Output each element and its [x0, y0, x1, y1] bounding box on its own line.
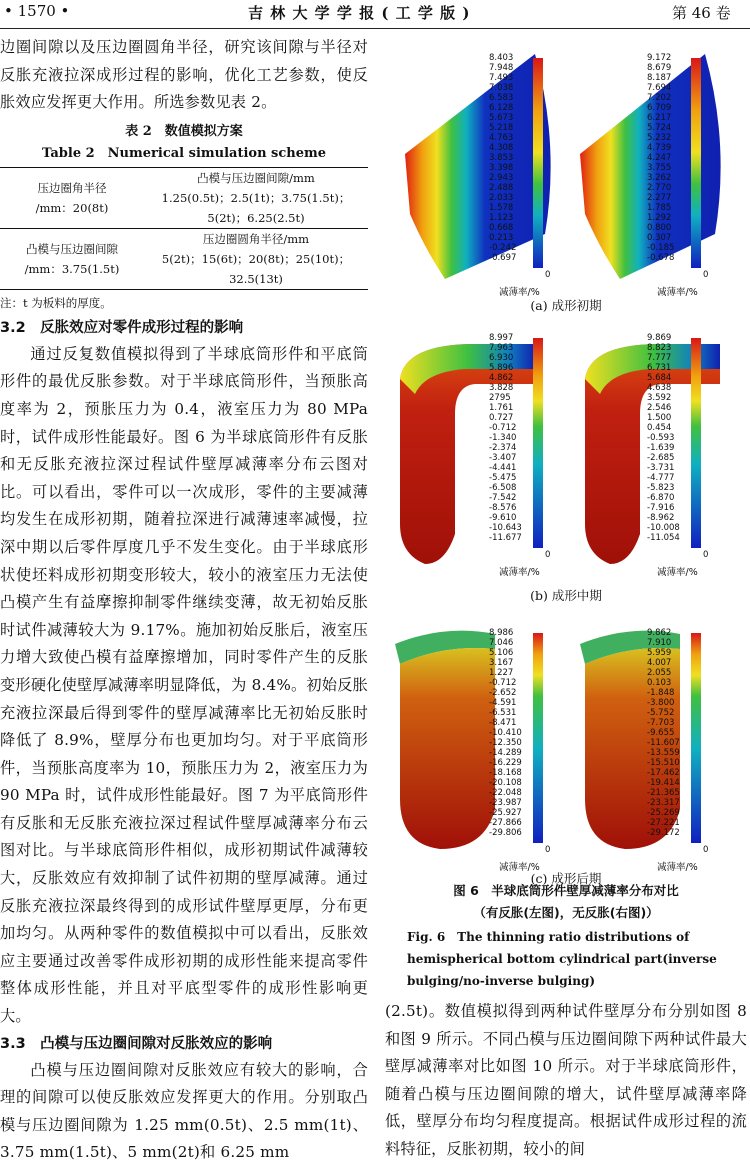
- scale-tick-label: -25.927: [489, 808, 522, 818]
- scale-tick-label: -0.185: [647, 243, 675, 253]
- scale-tick-label: 7.777: [647, 353, 672, 363]
- figure-panel-b: 8.997 7.963 6.930 5.896 4.862 3.828 2795 1.761 0.727 -0.712 -1.340 -2.374 -3.407 -4.441 -5.475 -6.508 -7.542 -8.576 -9.610 -10.643 -11.677 0 减薄率/% 9.869 8.823 7.777 6.731 5.684 4.638 3.592 2.546 1.500 0.454 -0.593 -1.639 -2.685 -3.731 -4.777 -5.823 -6.870 -7.916 -8.962 -10.008 -11.054 0 减薄率/% (b) 成形中期: [385, 324, 747, 609]
- scale-tick-label: 5.673: [489, 113, 514, 123]
- scale-tick-label: -13.559: [647, 748, 680, 758]
- left-column: [0, 34, 368, 1167]
- subcaption-c: (c) 成形后期: [530, 871, 602, 886]
- color-bar: [691, 58, 701, 268]
- scale-tick-label: 7.948: [489, 63, 514, 73]
- figure-panel-a: 8.403 7.948 7.493 7.038 6.583 6.128 5.673 5.218 4.763 4.308 3.853 3.398 2.943 2.488 2.033 1.578 1.123 0.668 0.213 -0.242 -0.697 0 减薄率/% 9.172 8.679 8.187 7.694 7.202 6.709 6.217 5.724 5.232 4.739 4.247 3.755 3.262 2.770 2.277 1.785 1.292 0.800 0.307 -0.185 -0.678 0 减薄率/% (a) 成形初期: [385, 34, 747, 319]
- scale-tick-label: 6.217: [647, 113, 672, 123]
- scale-tick-label: 0.454: [647, 423, 672, 433]
- header-rule: [0, 28, 750, 29]
- scale-tick-label: -1.639: [647, 443, 675, 453]
- paragraph-right: (2.5t)。数值模拟得到两种试件壁厚分布分别如图 8 和图 9 所示。不同凸模与压边圈间隙下两种试件最大壁厚减薄率对比如图 10 所示。对于半球底筒形件，随着凸模与压边圈间隙的增大，试件壁厚减薄率降低，壁厚分布均匀程度提高。根据试件成形过程的流料特征，反胀初期，较小的间: [385, 1002, 747, 1158]
- scale-tick-label: 1.500: [647, 413, 672, 423]
- figure-caption-en: Fig. 6 The thinning ratio distributions of hemispherical bottom cylindrical part(inverse bulging/no-inverse bulging): [407, 930, 717, 988]
- scale-tick-label: -18.168: [489, 768, 522, 778]
- scale-tick-label: 5.232: [647, 133, 672, 143]
- scale-tick-label: -2.374: [489, 443, 517, 453]
- scale-tick-label: 0.800: [647, 223, 672, 233]
- color-bar: [691, 633, 701, 843]
- scale-tick-label: -23.317: [647, 798, 680, 808]
- scale-tick-label: 2.546: [647, 403, 672, 413]
- section-heading-3-3: 3.3 凸模与压边圈间隙对反胀效应的影响: [0, 1035, 273, 1052]
- scale-tick-label: -17.462: [647, 768, 680, 778]
- scale-tick-label: 4.308: [489, 143, 514, 153]
- scale-tick-label: 0.213: [489, 233, 514, 243]
- scale-tick-label: 5.896: [489, 363, 514, 373]
- table-note: 注：t 为板料的厚度。: [0, 295, 112, 310]
- scale-tick-label: -23.987: [489, 798, 522, 808]
- scale-tick-label: 3.592: [647, 393, 672, 403]
- scale-tick-label: -14.289: [489, 748, 522, 758]
- part-body-left: [400, 648, 495, 849]
- scale-tick-label: 2.770: [647, 183, 672, 193]
- scale-tick-label: 8.823: [647, 343, 672, 353]
- section-heading-3-2: 3.2 反胀效应对零件成形过程的影响: [0, 319, 244, 336]
- scale-tick-label: 6.128: [489, 103, 514, 113]
- table-cell-values: 压边圈圆角半径/mm 5(2t)；15(6t)；20(8t)；25(10t)； 32.5(13t): [161, 231, 351, 286]
- paragraph-3-2: 通过反复数值模拟得到了半球底筒形件和平底筒形件的最优反胀参数。对于半球底筒形件，当预胀高度率为 2，预胀压力为 0.4，液室压力为 80 MPa 时，试件成形性能最好。图 6 为半球底筒形件有反胀和无反胀充液拉深过程试件壁厚减薄率分布云图对比。可以看出，零件可以一次成形，零件的主要减薄均发生在成形初期，随着拉深进行减薄速率减慢，拉深中期以后零件厚度几乎不发生变化。由于半球底形状使坯料成形初期变形较大，较小的液室压力无法使凸模产生有益摩擦抑制零件继续变薄，故无初始反胀时试件减薄较大为 9.17%。施加初始反胀后，液室压力增大致使凸模有益摩擦增加，同时零件产生的反胀变形硬化使壁厚减薄率明显降低，为 8.4%。初始反胀充液拉深最后得到零件的壁厚减薄率比无初始反胀时降低了 8.9%，壁厚分布也更加均匀。对于平底筒形件，当预胀高度率为 10，预胀压力为 2，液室压力为 90 MPa 时，试件成形性能最好。图 7 为平底筒形件有反胀和无反胀充液拉深过程试件壁厚减薄率分布云图对比。与半球底筒形件相似，成形初期试件减薄较大，反胀效应有效抑制了试件初期的壁厚减薄。通过反胀充液拉深最终得到的成形试件壁厚更厚，分布更加均匀。从两种零件的数值模拟中可以看出，反胀效应主要通过改善零件成形初期的成形性能来提高零件整体成形性能，并且对平底型零件的成形性影响更大。: [0, 344, 368, 1026]
- color-bar: [533, 633, 543, 843]
- scale-tick-label: 6.709: [647, 103, 672, 113]
- scale-tick-label: -0.678: [647, 253, 675, 263]
- scale-tick-label: -0.242: [489, 243, 517, 253]
- scale-tick-label: 0.307: [647, 233, 672, 243]
- scale-tick-label: -29.806: [489, 828, 522, 838]
- scale-tick-label: 7.202: [647, 93, 672, 103]
- scale-tick-label: 4.739: [647, 143, 672, 153]
- scale-tick-label: 2.488: [489, 183, 514, 193]
- table-caption-en: Table 2 Numerical simulation scheme: [41, 145, 327, 161]
- scale-tick-label: 4.247: [647, 153, 672, 163]
- figure-caption-zh-sub: （有反胀(左图)，无反胀(右图)）: [473, 905, 659, 920]
- scale-tick-label: -8.962: [647, 513, 675, 523]
- scale-tick-label: 7.910: [647, 638, 672, 648]
- scale-tick-label: -6.508: [489, 483, 517, 493]
- table-cell-values: 凸模与压边圈间隙/mm 1.25(0.5t)；2.5(1t)；3.75(1.5t)； 5(2t)；6.25(2.5t): [161, 170, 351, 225]
- scale-tick-label: -12.350: [489, 738, 522, 748]
- running-header: [0, 0, 750, 32]
- scale-tick-label: -3.407: [489, 453, 517, 463]
- scale-tick-label: 0.727: [489, 413, 514, 423]
- scale-tick-label: -27.221: [647, 818, 680, 828]
- scale-tick-label: 4.007: [647, 658, 672, 668]
- color-bar: [533, 338, 543, 548]
- scale-tick-label: 4.862: [489, 373, 514, 383]
- scale-tick-label: -7.542: [489, 493, 517, 503]
- scale-tick-label: -10.410: [489, 728, 522, 738]
- scale-tick-label: 3.828: [489, 383, 514, 393]
- scale-tick-label: 0.668: [489, 223, 514, 233]
- scale-tick-label: -20.108: [489, 778, 522, 788]
- scale-tick-label: -4.591: [489, 698, 517, 708]
- scale-tick-label: -11.677: [489, 533, 522, 543]
- scale-tick-label: -5.823: [647, 483, 675, 493]
- scale-tick-label: 8.187: [647, 73, 672, 83]
- scale-tick-label: 8.986: [489, 628, 514, 638]
- scale-tick-label: 5.684: [647, 373, 672, 383]
- scale-tick-label: -7.916: [647, 503, 675, 513]
- scale-tick-label: -3.731: [647, 463, 675, 473]
- scale-tick-label: 5.218: [489, 123, 514, 133]
- scale-tick-label: -15.510: [647, 758, 680, 768]
- scale-tick-label: 9.172: [647, 53, 672, 63]
- page-number: • 1570 •: [4, 2, 70, 20]
- scale-tick-label: 2.277: [647, 193, 672, 203]
- scale-tick-label: 2.943: [489, 173, 514, 183]
- scale-tick-label: 1.292: [647, 213, 672, 223]
- table-row: [0, 167, 368, 228]
- scale-tick-label: -11.607: [647, 738, 680, 748]
- scale-tick-label: -16.229: [489, 758, 522, 768]
- scale-tick-label: 8.679: [647, 63, 672, 73]
- scale-tick-label: -19.414: [647, 778, 680, 788]
- scale-tick-label: 3.398: [489, 163, 514, 173]
- part-shape-left: [405, 54, 551, 279]
- scale-tick-label: 8.997: [489, 333, 514, 343]
- figure-caption-zh: 图 6 半球底筒形件壁厚减薄率分布对比: [453, 883, 679, 898]
- scale-tick-label: 9.869: [647, 333, 672, 343]
- scale-tick-label: 2.055: [647, 668, 672, 678]
- scale-tick-label: -10.643: [489, 523, 522, 533]
- simulation-table: [0, 167, 368, 290]
- scale-tick-label: -7.703: [647, 718, 675, 728]
- color-bar: [533, 58, 543, 268]
- scale-tick-label: -3.800: [647, 698, 675, 708]
- scale-tick-label: 9.862: [647, 628, 672, 638]
- scale-tick-label: 6.930: [489, 353, 514, 363]
- scale-tick-label: 5.724: [647, 123, 672, 133]
- scale-tick-label: -0.697: [489, 253, 517, 263]
- scale-tick-label: 3.853: [489, 153, 514, 163]
- scale-tick-label: 5.106: [489, 648, 514, 658]
- paragraph-intro: 边圈间隙以及压边圈圆角半径，研究该间隙与半径对反胀充液拉深成形过程的影响，优化工艺参数，使反胀效应发挥更大作用。所选参数见表 2。: [0, 38, 368, 112]
- scale-tick-label: 7.963: [489, 343, 514, 353]
- scale-tick-label: 8.403: [489, 53, 514, 63]
- scale-tick-label: 4.638: [647, 383, 672, 393]
- scale-tick-label: -10.008: [647, 523, 680, 533]
- scale-tick-label: -5.752: [647, 708, 675, 718]
- scale-tick-label: 1.123: [489, 213, 514, 223]
- scale-tick-label: 7.046: [489, 638, 514, 648]
- scale-tick-label: -25.269: [647, 808, 680, 818]
- scale-tick-label: -22.048: [489, 788, 522, 798]
- scale-tick-label: -11.054: [647, 533, 680, 543]
- scale-tick-label: 3.167: [489, 658, 514, 668]
- scale-tick-label: -9.610: [489, 513, 517, 523]
- scale-tick-label: -6.531: [489, 708, 517, 718]
- scale-tick-label: -21.365: [647, 788, 680, 798]
- subcaption-b: (b) 成形中期: [530, 588, 602, 603]
- scale-tick-label: -8.471: [489, 718, 517, 728]
- scale-tick-label: -1.340: [489, 433, 517, 443]
- color-bar: [691, 338, 701, 548]
- scale-tick-label: -29.172: [647, 828, 680, 838]
- scale-tick-label: -4.777: [647, 473, 675, 483]
- scale-tick-label: -0.593: [647, 433, 675, 443]
- scale-tick-label: 6.731: [647, 363, 672, 373]
- scale-tick-label: 6.583: [489, 93, 514, 103]
- figure-panel-c: 8.986 7.046 5.106 3.167 1.227 -0.712 -2.652 -4.591 -6.531 -8.471 -10.410 -12.350 -14.289 -16.229 -18.168 -20.108 -22.048 -23.987 -25.927 -27.866 -29.806 0 减薄率/% 9.862 7.910 5.959 4.007 2.055 0.103 -1.848 -3.800 -5.752 -7.703 -9.655 -11.607 -13.559 -15.510 -17.462 -19.414 -21.365 -23.317 -25.269 -27.221 -29.172 0 减薄率/% (c) 成形后期: [385, 619, 747, 884]
- table-cell-label: 凸模与压边圈间隙 /mm：3.75(1.5t): [24, 241, 120, 276]
- scale-tick-label: -0.712: [489, 678, 517, 688]
- scale-tick-label: 2795: [489, 393, 511, 403]
- scale-tick-label: -27.866: [489, 818, 522, 828]
- scale-tick-label: 5.959: [647, 648, 672, 658]
- scale-tick-label: -1.848: [647, 688, 675, 698]
- table-cell-label: 压边圈角半径 /mm：20(8t): [35, 180, 109, 215]
- scale-tick-label: 7.493: [489, 73, 514, 83]
- scale-tick-label: 7.694: [647, 83, 672, 93]
- scale-tick-label: 3.755: [647, 163, 672, 173]
- journal-title: 吉 林 大 学 学 报 ( 工 学 版 ): [248, 4, 471, 22]
- scale-tick-label: 0.103: [647, 678, 672, 688]
- table-caption-zh: 表 2 数值模拟方案: [125, 123, 243, 139]
- scale-tick-label: -9.655: [647, 728, 675, 738]
- scale-tick-label: -4.441: [489, 463, 517, 473]
- scale-tick-label: -5.475: [489, 473, 517, 483]
- scale-tick-label: 4.763: [489, 133, 514, 143]
- scale-tick-label: 1.578: [489, 203, 514, 213]
- scale-tick-label: -6.870: [647, 493, 675, 503]
- scale-tick-label: -2.685: [647, 453, 675, 463]
- subcaption-a: (a) 成形初期: [530, 298, 602, 313]
- scale-tick-label: 2.033: [489, 193, 514, 203]
- scale-tick-label: 3.262: [647, 173, 672, 183]
- table-row: [0, 228, 368, 289]
- volume-label: 第 46 卷: [672, 4, 731, 22]
- scale-tick-label: 1.785: [647, 203, 672, 213]
- scale-tick-label: -8.576: [489, 503, 517, 513]
- scale-tick-label: 1.761: [489, 403, 514, 413]
- paragraph-3-3: 凸模与压边圈间隙对反胀效应有较大的影响，合理的间隙可以使反胀效应发挥更大的作用。分别取凸模与压边圈间隙为 1.25 mm(0.5t)、2.5 mm(1t)、3.75 mm(1.5t)、5 mm(2t)和 6.25 mm: [0, 1060, 368, 1162]
- scale-tick-label: 1.227: [489, 668, 514, 678]
- scale-tick-label: -0.712: [489, 423, 517, 433]
- scale-tick-label: -2.652: [489, 688, 517, 698]
- scale-tick-label: 7.038: [489, 83, 514, 93]
